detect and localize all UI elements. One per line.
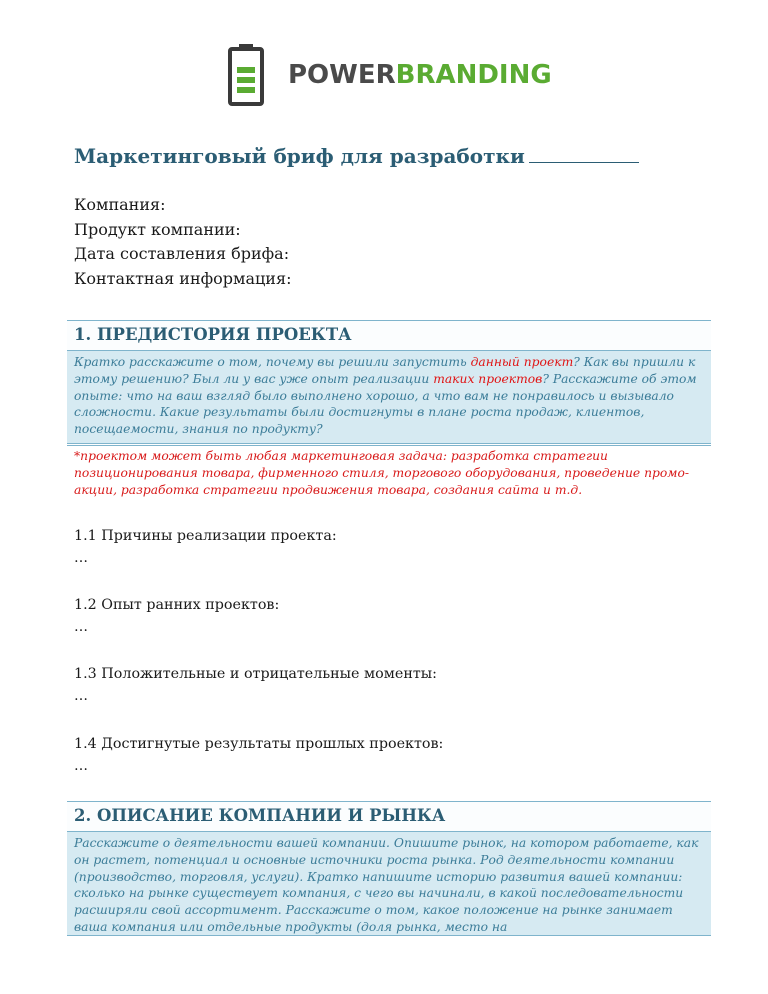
logo	[228, 44, 552, 106]
logo-branding: BRANDING	[395, 60, 552, 90]
section-1-heading: 1. ПРЕДИСТОРИЯ ПРОЕКТА	[74, 325, 352, 344]
item-1-4-label: 1.4 Достигнутые результаты прошлых проектов:	[74, 736, 444, 752]
info-highlight: данный проект	[470, 355, 574, 369]
item-1-1-value[interactable]: …	[74, 550, 88, 566]
document-title: Маркетинговый бриф для разработки	[74, 144, 525, 168]
section-2-info: Расскажите о деятельности вашей компании. Опишите рынок, на котором работаете, как он растет, потенциал и основные источники роста рынка. Род деятельности компании (производство, торговля, услуги). Кратко напишите историю развития вашей компании: сколько на рынке существует компания, с чего вы начинали, в какой последовательности расширяли свой ассортимент. Расскажите о том, какое положение на рынке занимает ваша компания или отдельные продукты (доля рынка, место на	[67, 831, 711, 936]
info-text: Кратко расскажите о том, почему вы решили запустить	[74, 355, 471, 369]
meta-contact: Контактная информация:	[74, 268, 292, 288]
section-1-note: *проектом может быть любая маркетинговая задача: разработка стратегии позиционирования товара, фирменного стиля, торгового оборудования, проведение промо-акции, разработка стратегии продвижения товара, создания сайта и т.д.	[67, 445, 711, 498]
item-1-4-value[interactable]: …	[74, 758, 88, 774]
item-1-1-label: 1.1 Причины реализации проекта:	[74, 528, 337, 544]
battery-icon	[228, 44, 264, 106]
item-1-3-label: 1.3 Положительные и отрицательные моменты:	[74, 666, 437, 682]
info-highlight: таких проектов	[433, 371, 543, 386]
section-1-info	[67, 350, 711, 444]
title-blank-field[interactable]	[529, 144, 639, 163]
meta-block	[74, 193, 291, 291]
meta-date: Дата составления брифа:	[74, 244, 290, 263]
meta-product: Продукт компании:	[74, 219, 241, 239]
item-1-3-value[interactable]: …	[74, 688, 88, 704]
section-2-heading: 2. ОПИСАНИЕ КОМПАНИИ И РЫНКА	[74, 806, 446, 825]
info-text: ? Расскажите об этом опыте: что на ваш взгляд было выполнено хорошо, а что вам не понравилось и вызывало сложности. Какие результаты были достигнуты в плане роста продаж, клиентов, посещаемости, знания по продукту?	[74, 371, 697, 437]
logo-wordmark	[288, 62, 552, 88]
section-1-header	[67, 320, 711, 350]
meta-company: Компания:	[74, 195, 166, 214]
item-1-2-value[interactable]: …	[74, 619, 88, 635]
logo-power: POWER	[288, 60, 396, 90]
section-2-header	[67, 801, 711, 831]
info-text: ? Как вы пришли к этому решению? Был ли у вас уже опыт реализации	[74, 355, 696, 386]
document-title-line	[74, 144, 639, 168]
item-1-2-label: 1.2 Опыт ранних проектов:	[74, 597, 280, 613]
